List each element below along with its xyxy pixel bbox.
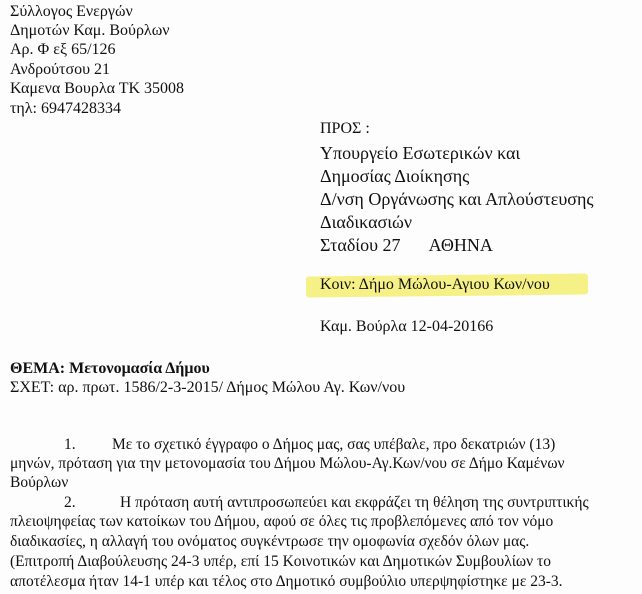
recipient-label: ΠΡΟΣ : — [320, 120, 370, 137]
paragraph-2-line-4: (Επιτροπή Διαβούλευσης 24-3 υπέρ, επί 15 Κοινοτικών και Δημοτικών Συμβουλίων το — [10, 553, 551, 570]
paragraph-2-number: 2. — [64, 494, 76, 511]
paragraph-1-line-1: Με το σχετικό έγγραφο ο Δήμος μας, σας υπέβαλε, προ δεκατριών (13) — [112, 436, 556, 453]
paragraph-1-line-2: μηνών, πρόταση για την μετονομασία του Δήμου Μώλου-Αγ.Κων/νου σε Δήμο Καμένων — [10, 455, 565, 472]
paragraph-2-line-3: διαδικασίες, η αλλαγή του ονόματος συγκέντρωσε την ομοφωνία σχεδόν όλων μας. — [10, 533, 530, 550]
recipient-city: ΑΘΗΝΑ — [428, 235, 493, 255]
paragraph-1-number: 1. — [64, 436, 76, 453]
recipient-address — [320, 234, 493, 256]
sender-street: Ανδρούτσου 21 — [10, 61, 111, 78]
recipient-line-3: Δ/νση Οργάνωσης και Απλούστευσης — [320, 189, 594, 209]
paragraph-2-line-5: αποτέλεσμα ήταν 14-1 υπέρ και τέλος στο Δημοτικό συμβούλιο υπερψηφίστηκε με 23-3. — [10, 573, 563, 590]
paragraph-2-line-2: πλειοψηφείας των κατοίκων του Δήμου, αφού σε όλες τις προβλεπόμενες από τον νόμο — [10, 513, 554, 530]
sender-phone: τηλ: 6947428334 — [10, 100, 121, 117]
subject-line: ΘΕΜΑ: Μετονομασία Δήμου — [10, 360, 210, 377]
cc-line: Κοιν: Δήμο Μώλου-Αγιου Κων/νου — [320, 276, 550, 293]
letter-date: Καμ. Βούρλα 12-04-20166 — [320, 318, 494, 335]
recipient-line-2: Δημοσίας Διοίκησης — [320, 166, 470, 186]
sender-name-line-1: Σύλλογος Ενεργών — [10, 3, 133, 20]
reference-line: ΣΧΕΤ: αρ. πρωτ. 1586/2-3-2015/ Δήμος Μώλου Αγ. Κων/νου — [10, 379, 406, 396]
recipient-street: Σταδίου 27 — [320, 235, 401, 255]
paragraph-1-line-3: Βούρλων — [10, 474, 69, 491]
sender-protocol-number: Αρ. Φ εξ 65/126 — [10, 41, 116, 58]
sender-city-postcode: Καμενα Βουρλα ΤΚ 35008 — [10, 80, 185, 97]
sender-name-line-2: Δημοτών Καμ. Βούρλων — [10, 22, 170, 39]
recipient-line-1: Υπουργείο Εσωτερικών και — [320, 143, 521, 163]
paragraph-2-line-1: Η πρόταση αυτή αντιπροσωπεύει και εκφράζει τη θέληση της συντριπτικής — [120, 494, 589, 511]
recipient-line-4: Διαδικασιών — [320, 212, 413, 232]
